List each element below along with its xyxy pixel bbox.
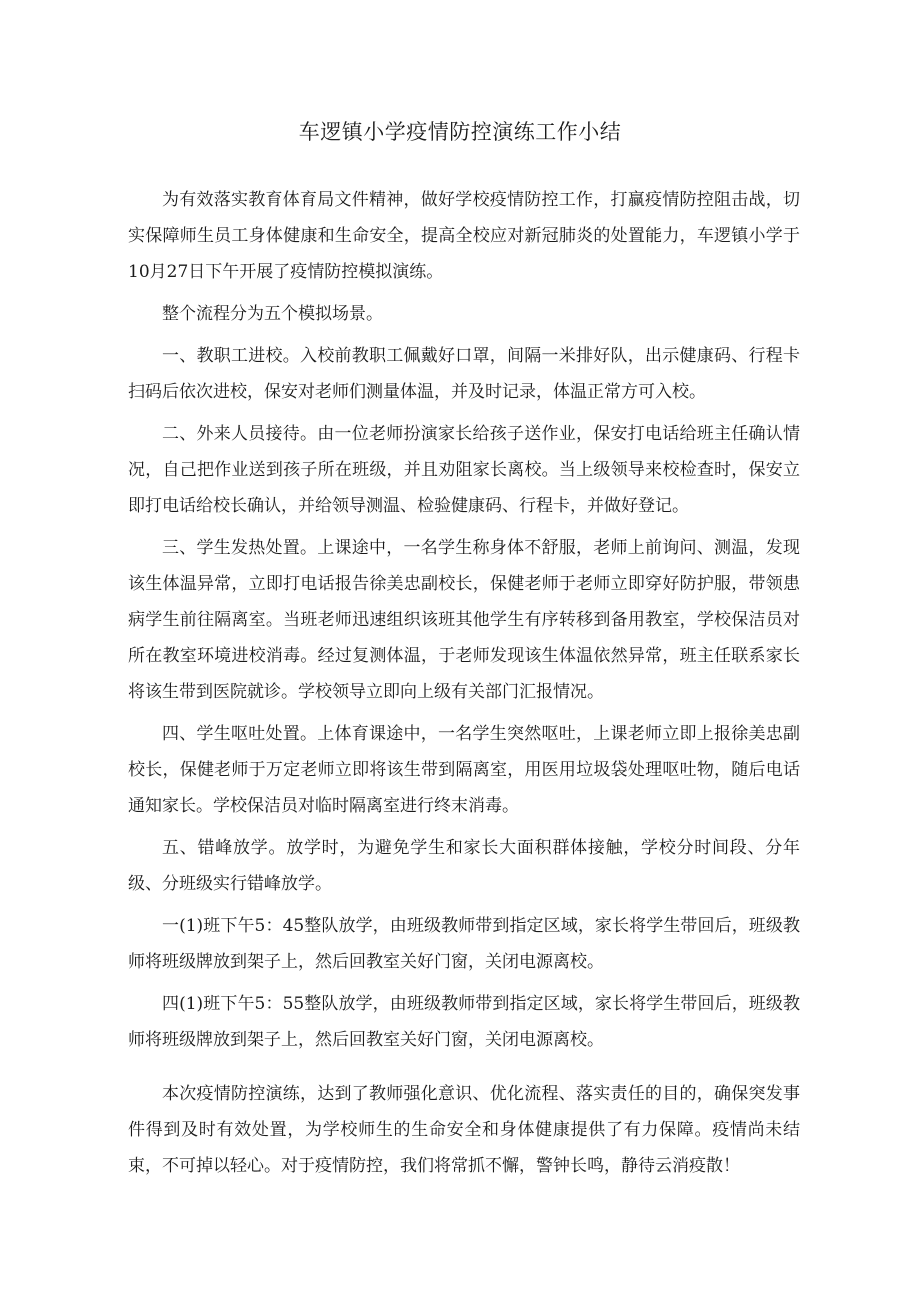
paragraph-conclusion: 本次疫情防控演练，达到了教师强化意识、优化流程、落实责任的目的，确保突发事件得到及时有效处置，为学校师生的生命安全和身体健康提供了有力保障。疫情尚未结束，不可掉以轻心。对于疫情防控，我们将常抓不懈，警钟长鸣，静待云消疫散！ <box>128 1084 800 1176</box>
paragraph-class-4-1: 四(1)班下午5：55整队放学，由班级教师带到指定区域，家长将学生带回后，班级教师将班级牌放到架子上，然后回教室关好门窗，关闭电源离校。 <box>128 994 800 1050</box>
document-title: 车逻镇小学疫情防控演练工作小结 <box>298 120 622 144</box>
document-body <box>128 182 800 1184</box>
paragraph-scene-1: 一、教职工进校。入校前教职工佩戴好口罩，间隔一米排好队，出示健康码、行程卡扫码后依次进校，保安对老师们测量体温，并及时记录，体温正常方可入校。 <box>128 346 800 402</box>
paragraph-intro: 为有效落实教育体育局文件精神，做好学校疫情防控工作，打赢疫情防控阻击战，切实保障师生员工身体健康和生命安全，提高全校应对新冠肺炎的处置能力，车逻镇小学于10月27日下午开展了疫情防控模拟演练。 <box>128 190 800 282</box>
paragraph-scene-3: 三、学生发热处置。上课途中，一名学生称身体不舒服，老师上前询问、测温，发现该生体温异常，立即打电话报告徐美忠副校长，保健老师于老师立即穿好防护服，带领患病学生前往隔离室。当班老师迅速组织该班其他学生有序转移到备用教室，学校保洁员对所在教室环境进校消毒。经过复测体温，于老师发现该生体温依然异常，班主任联系家长将该生带到医院就诊。学校领导立即向上级有关部门汇报情况。 <box>128 538 800 702</box>
paragraph-class-1-1: 一(1)班下午5：45整队放学，由班级教师带到指定区域，家长将学生带回后，班级教师将班级牌放到架子上，然后回教室关好门窗，关闭电源离校。 <box>128 916 800 972</box>
paragraph-overview: 整个流程分为五个模拟场景。 <box>162 304 383 324</box>
paragraph-scene-2: 二、外来人员接待。由一位老师扮演家长给孩子送作业，保安打电话给班主任确认情况，自己把作业送到孩子所在班级，并且劝阻家长离校。当上级领导来校检查时，保安立即打电话给校长确认，并给领导测温、检验健康码、行程卡，并做好登记。 <box>128 424 800 516</box>
paragraph-scene-5: 五、错峰放学。放学时，为避免学生和家长大面积群体接触，学校分时间段、分年级、分班级实行错峰放学。 <box>128 838 800 894</box>
paragraph-scene-4: 四、学生呕吐处置。上体育课途中，一名学生突然呕吐，上课老师立即上报徐美忠副校长，保健老师于万定老师立即将该生带到隔离室，用医用垃圾袋处理呕吐物，随后电话通知家长。学校保洁员对临时隔离室进行终末消毒。 <box>128 724 800 816</box>
